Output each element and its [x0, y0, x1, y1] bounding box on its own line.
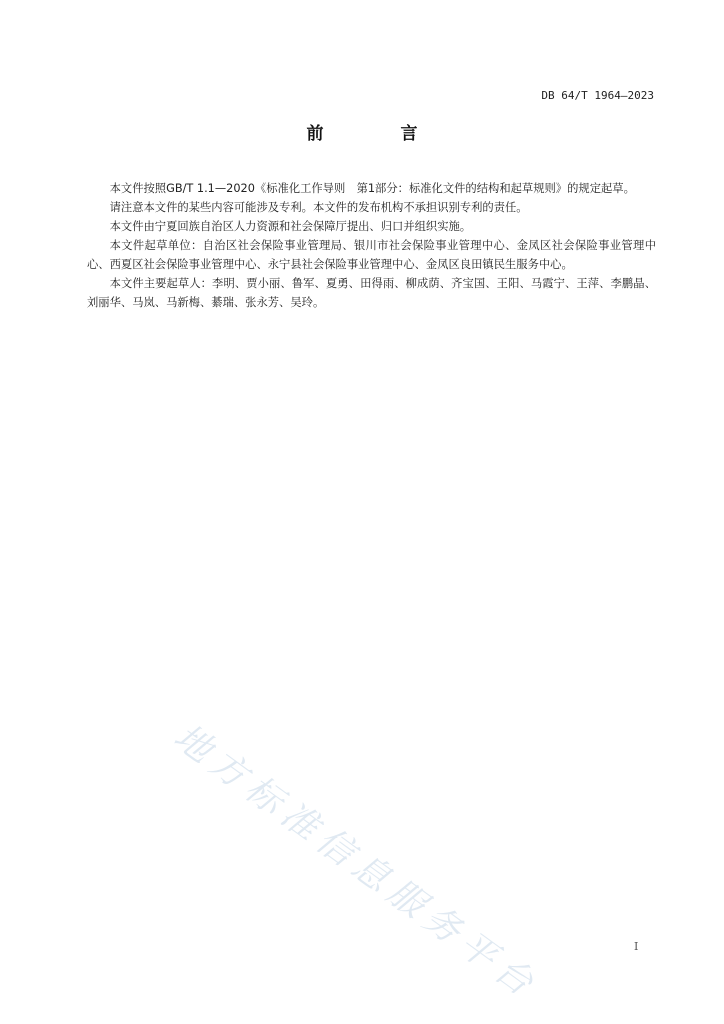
paragraph-drafters: 本文件主要起草人：李明、贾小丽、鲁军、夏勇、田得雨、柳成荫、齐宝国、王阳、马霞宁、王萍、李鹏晶、刘丽华、马岚、马新梅、綦瑞、张永芳、吴玲。	[87, 277, 656, 309]
foreword-body	[87, 179, 656, 312]
paragraph-patent-notice: 请注意本文件的某些内容可能涉及专利。本文件的发布机构不承担识别专利的责任。	[109, 201, 528, 214]
page-title: 前 言	[306, 124, 448, 144]
document-code: DB 64/T 1964—2023	[541, 89, 654, 102]
paragraph-drafting-units: 本文件起草单位：自治区社会保险事业管理局、银川市社会保险事业管理中心、金凤区社会保险事业管理中心、西夏区社会保险事业管理中心、永宁县社会保险事业管理中心、金凤区良田镇民生服务中心。	[87, 239, 656, 271]
paragraph-drafting-rules: 本文件按照GB/T 1.1—2020《标准化工作导则 第1部分：标准化文件的结构和起草规则》的规定起草。	[109, 182, 635, 195]
page-number: I	[634, 940, 639, 953]
paragraph-proposer: 本文件由宁夏回族自治区人力资源和社会保障厅提出、归口并组织实施。	[109, 220, 472, 233]
watermark: 地方标准信息服务平台	[166, 716, 547, 1009]
